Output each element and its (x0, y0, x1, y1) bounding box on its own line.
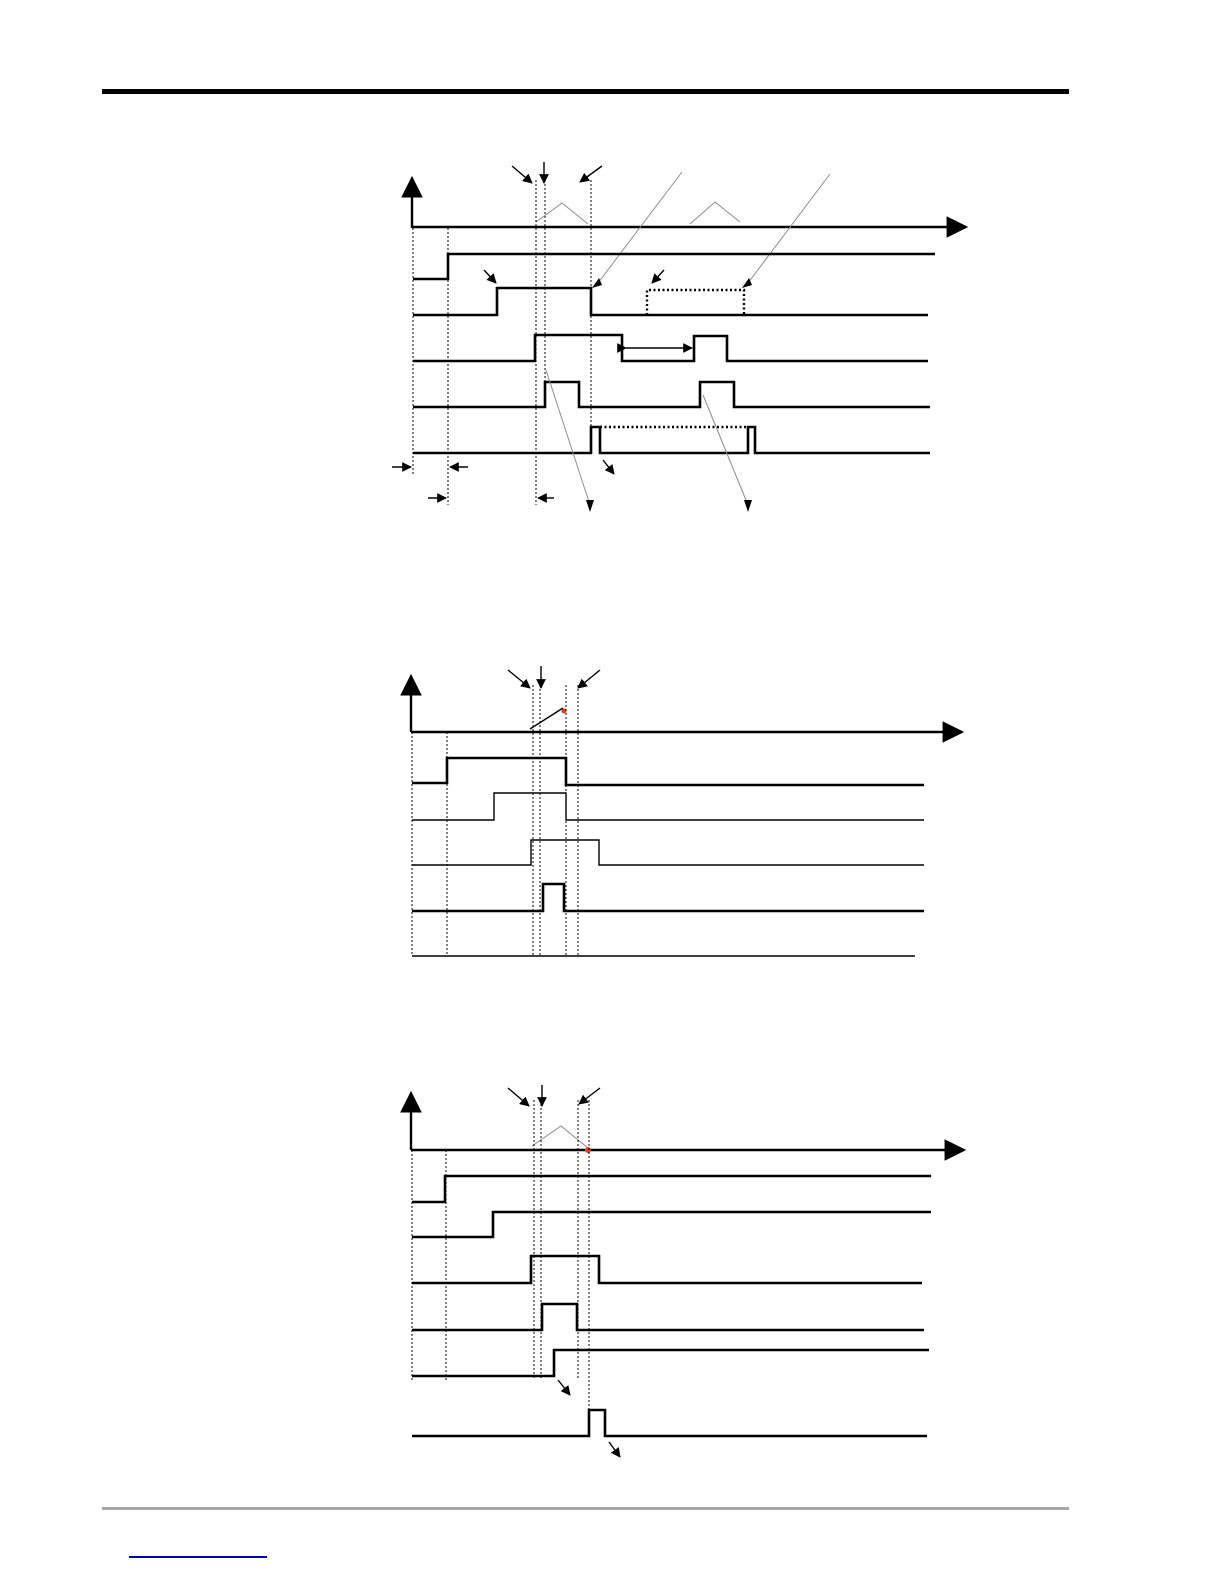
signal-trace (412, 1304, 924, 1330)
signal-trace (412, 1176, 931, 1202)
signal-trace (413, 288, 928, 315)
signal-trace (412, 1350, 929, 1376)
ramp-indicator (536, 203, 588, 224)
timing-diagram-1 (0, 0, 1224, 560)
signal-trace (412, 758, 924, 785)
footer-link-underline[interactable] (129, 1556, 267, 1558)
signal-trace (412, 1256, 922, 1283)
event-marker (585, 1147, 591, 1153)
signal-trace (412, 884, 924, 911)
signal-trace (412, 793, 924, 820)
signal-trace (412, 1410, 927, 1436)
footer-rule (102, 1507, 1069, 1510)
ramp-indicator (690, 202, 740, 224)
signal-trace (413, 254, 935, 279)
ramp-indicator (532, 1126, 588, 1148)
signal-trace (412, 840, 924, 865)
timing-diagram-2 (0, 640, 1224, 960)
timing-diagram-3 (0, 1070, 1224, 1470)
signal-trace (413, 427, 930, 453)
signal-trace (413, 382, 930, 407)
signal-trace (412, 1212, 931, 1237)
